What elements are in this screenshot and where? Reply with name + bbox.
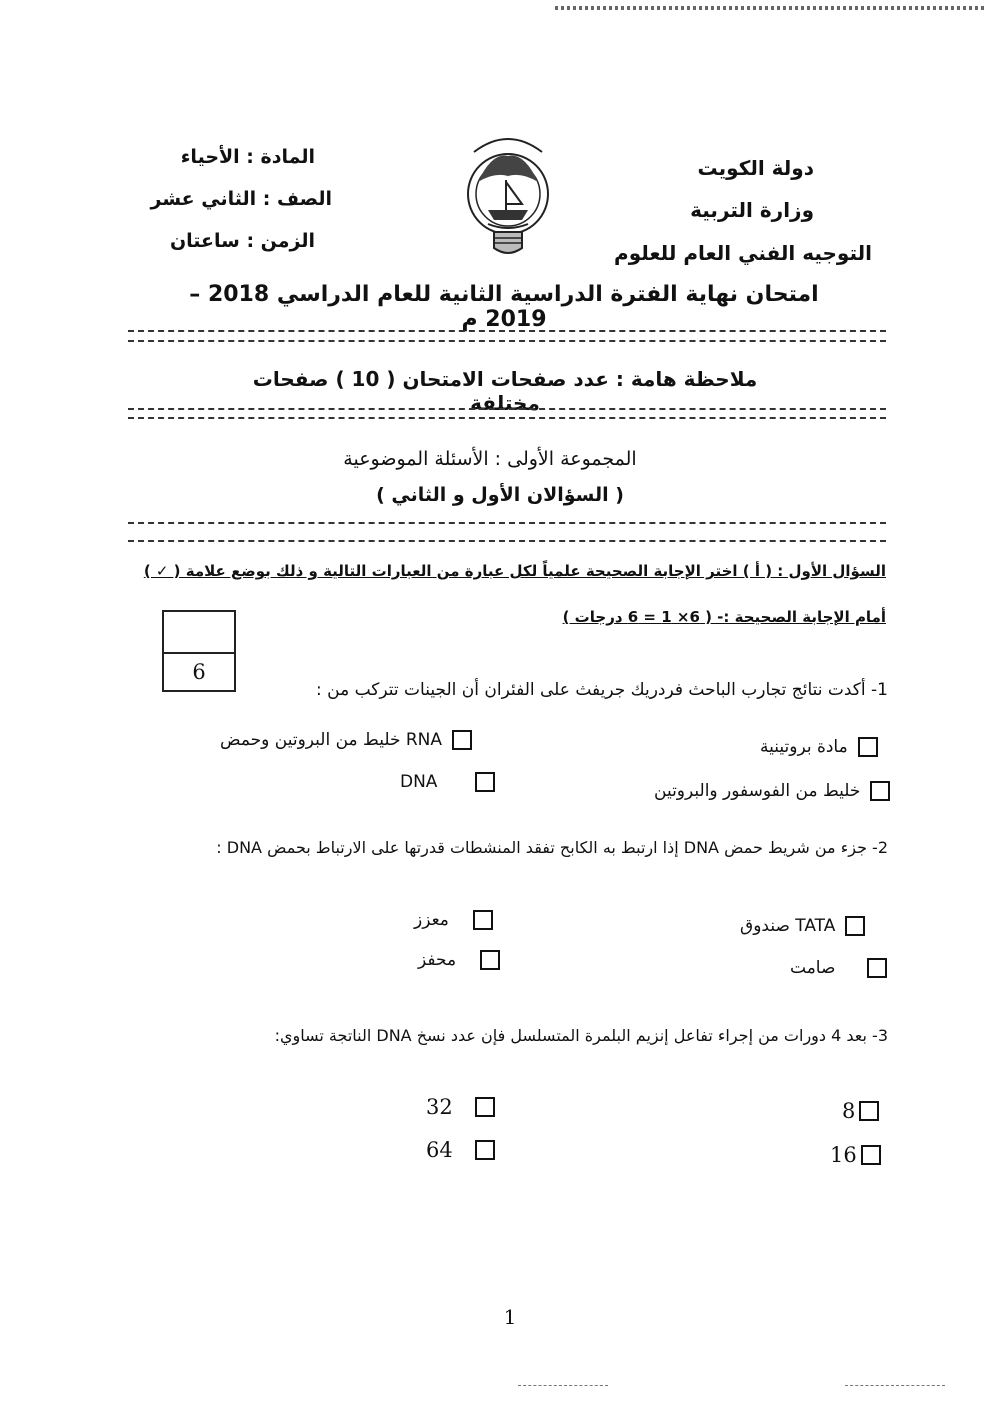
q1-option-a[interactable] [760, 737, 878, 757]
q3-option-c-label: 16 [830, 1143, 857, 1167]
checkbox[interactable] [475, 1140, 495, 1160]
q1-option-b-label: خليط من البروتين وحمض RNA [220, 730, 443, 750]
directorate-name: التوجيه الفني العام للعلوم [614, 241, 872, 265]
q1-option-d[interactable] [400, 772, 495, 792]
checkbox[interactable] [861, 1145, 881, 1165]
important-note: ملاحظة هامة : عدد صفحات الامتحان ( 10 ) صفحات مختلفة [252, 367, 758, 415]
question-1-stem: 1- أكدت نتائج تجارب الباحث فردريك جريفث على الفئران أن الجينات تتركب من : [316, 680, 888, 700]
scan-edge-artifact [555, 6, 985, 10]
checkbox[interactable] [845, 916, 865, 936]
q3-option-d[interactable] [426, 1138, 495, 1162]
divider [128, 522, 886, 524]
q1-option-b[interactable] [220, 730, 472, 750]
checkbox[interactable] [452, 730, 472, 750]
q3-option-b[interactable] [426, 1095, 495, 1119]
question-2-stem: 2- جزء من شريط حمض DNA إذا ارتبط به الكابح تفقد المنشطات قدرتها على الارتباط بحمض DNA : [216, 838, 888, 857]
q3-option-b-label: 32 [426, 1095, 453, 1119]
divider [128, 408, 886, 410]
checkbox[interactable] [475, 1097, 495, 1117]
ministry-name: وزارة التربية [690, 198, 814, 222]
checkbox[interactable] [859, 1101, 879, 1121]
checkbox[interactable] [858, 737, 878, 757]
question-3-stem: 3- بعد 4 دورات من إجراء تفاعل إنزيم البلمرة المتسلسل فإن عدد نسخ DNA الناتجة تساوي: [274, 1026, 888, 1045]
q3-option-d-label: 64 [426, 1138, 453, 1162]
kuwait-emblem-icon [452, 132, 564, 258]
instruction-line-1: السؤال الأول : ( أ ) اختر الإجابة الصحيحة علمياً لكل عبارة من العبارات التالية و ذلك بوضع علامة ( ✓ ) [143, 562, 886, 580]
subject-label: المادة : الأحياء [180, 146, 315, 168]
q1-option-c[interactable] [654, 781, 890, 801]
checkbox[interactable] [870, 781, 890, 801]
q1-option-a-label: مادة بروتينية [760, 737, 848, 757]
group-subtitle: ( السؤالان الأول و الثاني ) [376, 484, 624, 506]
q2-option-a-label: صندوق TATA [740, 916, 836, 936]
page-number: 1 [503, 1305, 517, 1329]
q2-option-a[interactable] [740, 916, 865, 936]
score-total: 6 [192, 660, 206, 684]
exam-title: امتحان نهاية الفترة الدراسية الثانية للعام الدراسي 2018 – 2019 م [189, 282, 819, 332]
checkbox[interactable] [867, 958, 887, 978]
divider [128, 340, 886, 342]
q2-option-c-label: صامت [790, 958, 836, 978]
q3-option-c[interactable] [830, 1143, 881, 1167]
q3-option-a[interactable] [842, 1099, 879, 1123]
score-box [162, 610, 236, 692]
group-title: المجموعة الأولى : الأسئلة الموضوعية [343, 448, 637, 470]
scan-edge-artifact [845, 1385, 945, 1386]
grade-label: الصف : الثاني عشر [150, 188, 332, 210]
checkbox[interactable] [480, 950, 500, 970]
time-label: الزمن : ساعتان [169, 230, 315, 252]
q1-option-c-label: خليط من الفوسفور والبروتين [654, 781, 861, 801]
instruction-line-2: أمام الإجابة الصحيحة :- ( 6× 1 = 6 درجات ) [562, 608, 886, 626]
scan-edge-artifact [518, 1385, 608, 1386]
divider [128, 540, 886, 542]
country-name: دولة الكويت [697, 156, 814, 180]
score-earned-cell [164, 612, 234, 654]
divider [128, 417, 886, 419]
q1-option-d-label: DNA [400, 772, 438, 792]
q2-option-d[interactable] [418, 950, 500, 970]
q2-option-b[interactable] [414, 910, 493, 930]
checkbox[interactable] [473, 910, 493, 930]
q2-option-b-label: معزز [414, 910, 449, 930]
q2-option-d-label: محفز [418, 950, 457, 970]
q2-option-c[interactable] [790, 958, 887, 978]
q3-option-a-label: 8 [842, 1099, 856, 1123]
checkbox[interactable] [475, 772, 495, 792]
divider [128, 330, 886, 332]
